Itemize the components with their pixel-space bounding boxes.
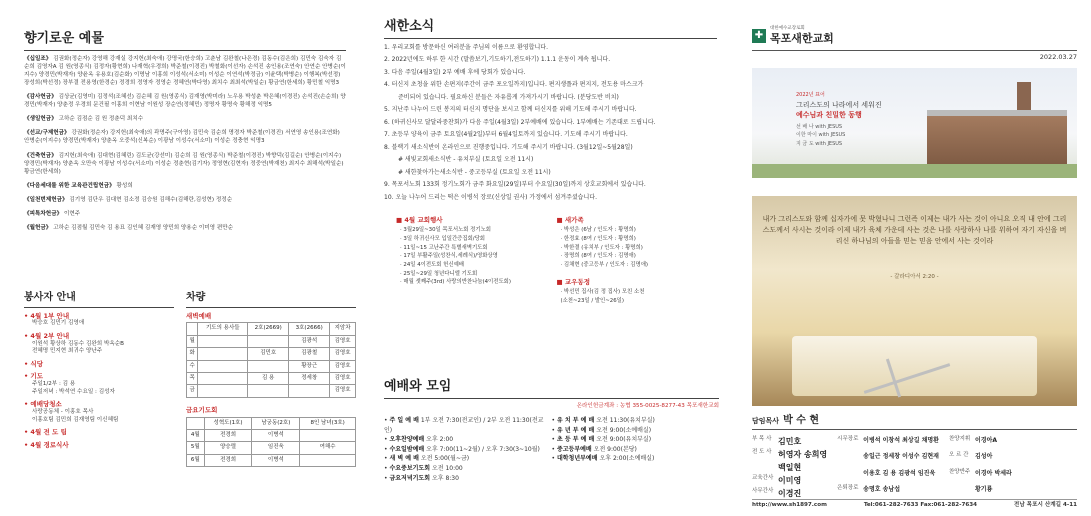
worship-time: 오전 9:00(본당) (593, 445, 637, 453)
offering-item (24, 196, 346, 204)
offering-names: 김기영 김단우 김대현 김소정 김승원 김해수(김해란,김성현) 정정순 (69, 196, 233, 203)
news-item: 준비되어 있습니다. 필요하신 분들은 자유롭게 가져가시기 바랍니다. (분당도반 비치) (398, 93, 619, 101)
table-cell: 이병석 (252, 454, 300, 466)
table-row (187, 360, 356, 372)
bible-verse-reference: - 갈라디아서 2:20 - (890, 273, 939, 280)
friday-prayer-label: 금요기도회 (186, 405, 218, 414)
news-item: # 새한찾아가는새소식반 - 중고등부실 (토요일 오전 11시) (398, 168, 551, 176)
table-cell: 정세창 (289, 372, 330, 384)
worship-time: 오전 5:00(월~금) (420, 455, 470, 463)
table-header-cell (187, 417, 205, 429)
volunteer-group (24, 428, 174, 437)
bible-verse: 내가 그리스도와 함께 십자가에 못 박혔나니 그런즉 이제는 내가 사는 것이 아니요 오직 내 안에 그리스도께서 사시는 것이라 이제 내가 육체 가운데 사는 것은 나를 사랑하사 나를 위하여 자기 자신을 버리신 하나님의 아들을 믿는 믿음 안에서 사는 것이라 (762, 214, 1067, 246)
worship-name: 중고등부예배 (556, 445, 592, 453)
table-header-cell: 지암차 (330, 323, 356, 335)
volunteer-line: 이원석 황상하 김동수 김완희 박옥순B (32, 340, 125, 347)
church-header (752, 26, 1077, 51)
worship-time: 1부 오전 7:30(전교인) / 2부 오전 11:30(전교인) (384, 417, 544, 434)
volunteer-group-title: • 4월 전 도 팀 (24, 428, 67, 437)
staff-names: 이미영 (778, 476, 802, 486)
staff-names: 이병석 이창석 최상길 채명환 (863, 437, 939, 445)
table-cell: 김 용 (248, 372, 289, 384)
offering-names: 김지헌(최숙애) 김대현(김혜린) 김도균(강선미) 김순희 김 원(영종식) 박준철(이경진) 박향덕(김길순) 안병순(이지수) 양경민(박재자) 양춘옥 오만숙 이광남 이성수(서소미) 이성순 정춘현(김기자) 정영현(김현자) 정중연(박재천) 최지수 최해석(박일순) 황금연(한세희) (24, 152, 344, 175)
staff-names: 황기룡 (974, 485, 993, 493)
staff-names: 송일근 정세창 이성수 김현재 (863, 453, 939, 461)
worship-item: • 금요저녁기도회 오후 8:30 (384, 474, 459, 482)
table-cell: 수 (187, 360, 198, 372)
worship-name: 유 년 부 예 배 (556, 426, 595, 434)
table-header-cell: 3호(2666) (289, 323, 330, 335)
contact-info: Tel:061-282-7633 Fax:061-282-7634 (863, 502, 978, 509)
staff-names: 이경아 박세라 (974, 469, 1012, 477)
news-item: 2. 2022년에도 하루 한 시간 (말씀보기,기도하기,전도하기) 1.1.1 운동이 계속 됩니다. (384, 56, 611, 64)
offering-head: 《감사헌금》 (24, 93, 57, 100)
staff-names: 이경아A (974, 437, 998, 445)
table-row (187, 348, 356, 360)
church-logo-icon: ✚ (752, 29, 766, 43)
staff-role (752, 462, 778, 474)
senior-pastor: 담임목사 박 수 현 (752, 414, 1077, 431)
table-cell: 4월 (187, 429, 205, 441)
offering-names: 황성희 (116, 182, 133, 189)
news-item: 4. 터신지 초청을 위한 손편지(주간이 금주 포오일까지)입니다. 편지생플과 편지지, 전도용 마스크가 (384, 81, 644, 89)
offering-names: 김권화(정순자) 강영해 강재실 강지헌(최숙애) 강명국(한승희) 고춘남 김완철(나은경) 김동수(김은희) 김민숙 김숙자 김순희 김영자A 김 원(영종식) 김정자(황현희) 나재혁(우경희) 박준철(이경진) 박철화(이선자) 손석진 송인용(조연숙) 안연순 안병순(이지수) 양경민(박재자) 양윤옥 유용호(김순화) 이명남 이홍희 이성석(서소미) 이성순 이연석(박정금) 이윤택(박병순) 이행복(박선정) 장성희(박선정) 장부결 전용영(한경순) 정경희 정영자 정영순 정혜연(박다영) 최치수 최최석(박일순) 황금연(한세희) 황민철 익명3 (24, 55, 346, 86)
table-header-cell: 2호(2669) (248, 323, 289, 335)
worship-item: • 초 등 부 예 배 오전 9:00(유치부실) (551, 436, 652, 444)
table-header-cell: 8인 남녀(3호) (300, 417, 356, 429)
staff-role: 교육간사 (752, 475, 774, 482)
offering-item (24, 93, 346, 109)
staff-role: 은퇴장로 (837, 484, 859, 491)
volunteer-group-title: • 식당 (24, 359, 43, 368)
table-row (187, 454, 356, 466)
volunteer-title: 봉사자 안내 (24, 291, 174, 308)
staff-list (752, 436, 1077, 500)
volunteer-group-title: • 4월 경로식사 (24, 440, 69, 449)
worship-item: • 주 일 예 배 1부 오전 7:30(전교인) / 2부 오전 11:30(전교인) (384, 417, 544, 434)
church-photo (752, 68, 1077, 178)
new-family-item: · 김채현 (중고등부 / 인도자 : 김명애) (560, 261, 649, 268)
worship-name: 유 치 부 예 배 (556, 417, 595, 425)
table-cell: 김광철 (289, 348, 330, 360)
table-cell: 임진욱 (252, 442, 300, 454)
member-news-item: · 박선민 집사(김 정 집사) 모친 소천 (560, 289, 645, 296)
worship-time: 오후 8:30 (431, 474, 459, 482)
table-cell (248, 335, 289, 347)
church-address: 전남 목포시 산계길 4-11 (1013, 502, 1077, 509)
worship-list-right (552, 416, 720, 483)
volunteer-section (24, 291, 174, 454)
worship-item: • 유 년 부 예 배 오전 9:00(소예배실) (551, 426, 652, 434)
theme-main: 그리스도의 나라에서 세워진 예수님과 친밀한 동행 (796, 100, 882, 120)
staff-role: 사무간사 (752, 488, 774, 495)
volunteer-line: 사랑공동체 - 이홍호 목사 (32, 409, 94, 416)
table-cell: 5월 (187, 442, 205, 454)
staff-names: 김성아 (974, 453, 993, 461)
worship-item: • 수요중보기도회 오전 10:00 (384, 465, 463, 473)
table-cell: 6월 (187, 454, 205, 466)
table-cell: 김영호 (330, 360, 356, 372)
volunteer-group (24, 372, 174, 396)
table-cell: 목 (187, 372, 198, 384)
news-item: 7. 초등부 양육이 금주 토요일(4월2일)부터 6월4일토까지 있습니다. 기도해 주시기 바랍니다. (384, 131, 628, 139)
offering-names: 김상균(김영미) 김정석(조혜선) 김순혜 김 원(영종식) 김재영(박미라) 노우용 박성춘 박은혜(이경진) 손석진(손순희) 양경민(박재자) 양춘정 우경희 문건필 이홍희 이현남 이원성 장순연(정혜민) 정명자 황명숙 황해정 익명5 (24, 93, 346, 109)
offering-head: 《선교/구제헌금》 (24, 130, 70, 137)
table-row (187, 429, 356, 441)
table-row (187, 442, 356, 454)
worship-time: 오전 11:30(유치부실) (596, 417, 655, 425)
table-row (187, 335, 356, 347)
worship-list-left (384, 416, 552, 483)
news-item: 6. (하귀신사모 달달라중찬회)가 다음 주일(4월3일) 2부예배에 있습니다. 1부예배는 기존대로 드립니다. (384, 118, 656, 126)
volunteer-group (24, 441, 174, 450)
theme-lines: 선 배 나 with JESUS 이한 마이 with JESUS 지 금 도 with JESUS (796, 123, 846, 147)
news-item: 8. 블랙기 새소식반이 온라인으로 진행중입니다. 기도해 주시기 바랍니다. (3월12일~5월28일) (384, 143, 633, 151)
staff-role: 전 도 사 (752, 449, 772, 456)
event-item: · 17일 부활주일(성찬식,세례식)/영화상영 (400, 253, 498, 260)
bulletin-date: 2022.03.27 (1039, 52, 1077, 61)
news-list (384, 43, 717, 202)
offering-item (24, 129, 346, 145)
volunteer-group-title: • 4월 2부 안내 (24, 331, 70, 340)
news-item: # 새빛교회새소식반 - 유치부실 (토요일 오전 11시) (398, 156, 534, 164)
table-cell: 월 (187, 335, 198, 347)
table-cell: 여해수 (300, 442, 356, 454)
table-cell: 김영호 (330, 335, 356, 347)
new-family-item: · 한정효 (8여 / 인도자 : 황명희) (560, 235, 636, 242)
new-family (557, 216, 718, 306)
volunteer-group (24, 332, 174, 356)
church-name: 목포새한교회 (770, 32, 834, 46)
vehicle-title: 차량 (186, 291, 356, 308)
table-cell: 전경희 (204, 429, 252, 441)
table-cell: 이병석 (252, 429, 300, 441)
dawn-service-label: 새벽예배 (186, 311, 212, 320)
staff-names: 허영자 송희영 (778, 450, 828, 460)
worship-title: 예배와 모임 (384, 378, 719, 399)
news-item: 1. 우리교회를 방문하신 여러분을 주님의 이름으로 환영합니다. (384, 43, 548, 51)
volunteer-line: 주일1/2부 : 김 용 (32, 381, 76, 388)
worship-name: 주 일 예 배 (389, 417, 419, 425)
new-family-item: · 장명희 (8여 / 인도자 : 김명애) (560, 253, 636, 260)
volunteer-group-title: • 4월 1부 안내 (24, 311, 70, 320)
worship-time: 오전 9:00(유치부실) (596, 436, 652, 444)
volunteer-group (24, 400, 174, 424)
table-cell: 양승렬 (204, 442, 252, 454)
event-item: · 매월 셋째주(3rd) 사랑의반찬나눔(4이전도회) (400, 279, 511, 286)
new-family-item: · 박한결 (유치부 / 인도자 : 황명희) (560, 244, 643, 251)
table-cell: 화 (187, 348, 198, 360)
table-cell (198, 335, 248, 347)
event-item: · 3일 하귀신사모 입일간증집회/당회 (400, 235, 486, 242)
church-denomination: 대한예수교장로회 (770, 26, 805, 31)
worship-time: 오전 9:00(소예배실) (596, 426, 652, 434)
bible-book-shape (792, 336, 1037, 396)
new-family-item: · 박성은 (6남 / 인도자 : 황명희) (560, 227, 636, 234)
table-cell (198, 360, 248, 372)
website-link[interactable]: http://www.sh1897.com (752, 502, 827, 509)
staff-role: 시무장로 (837, 436, 859, 443)
worship-section (384, 378, 719, 483)
news-item: 3. 다음 주일(4월3일) 2부 예배 후에 당회가 있습니다. (384, 68, 526, 76)
table-header-cell (187, 323, 198, 335)
bible-verse-image (752, 196, 1077, 406)
worship-item: • 새 벽 예 배 오전 5:00(월~금) (384, 455, 470, 463)
event-item: · 24일 4이전도회 헌신예배 (400, 261, 465, 268)
member-news-title: ■ 교우동정 (556, 277, 591, 286)
church-column (738, 0, 1091, 516)
worship-time: 오후 2:00(소예배실) (599, 455, 655, 463)
table-cell: 김민호 (248, 348, 289, 360)
worship-name: 대학청년부예배 (556, 455, 598, 463)
volunteer-line: 주일저녁 : 박석연 수요일 : 김성자 (32, 388, 115, 395)
worship-time: 오전 10:00 (431, 465, 463, 473)
offering-head: 《건축헌금》 (24, 152, 57, 159)
volunteer-group (24, 312, 174, 328)
new-family-title: ■ 새가족 (556, 215, 584, 224)
worship-name: 수요일밤예배 (389, 445, 425, 453)
volunteer-group (24, 360, 174, 369)
table-cell (289, 385, 330, 397)
news-item: 5. 지난주 나누어 드린 봉지의 터신지 명단을 보시고 함께 터신지를 위해 기도해 주시기 바랍니다. (384, 106, 637, 114)
news-title: 새한소식 (384, 18, 717, 39)
volunteer-list (24, 312, 174, 450)
worship-name: 오후찬양예배 (389, 436, 425, 444)
staff-role (837, 452, 863, 467)
friday-vehicle-table (186, 417, 356, 468)
event-item: · 11일~15 고난주간 특별새벽기도회 (400, 244, 488, 251)
table-header-cell: 기도의 용사들 (198, 323, 248, 335)
offering-item (24, 182, 346, 190)
table-cell: 황장근 (289, 360, 330, 372)
table-header-cell: 성혁도(1호) (204, 417, 252, 429)
table-header-cell: 남궁동(2호) (252, 417, 300, 429)
dawn-vehicle-table (186, 322, 356, 398)
event-item: · 3월29일~30일 목포서노회 정기노회 (400, 227, 492, 234)
volunteer-line: 이홍호팀 김민희 김재영팀 이신혜팀 (32, 416, 119, 423)
volunteer-group-title: • 기도 (24, 372, 43, 381)
news-item: 10. 오늘 나누어 드리는 떡은 이병석 장로(신상일 권사) 가정에서 섬겨주셨습니다. (384, 193, 597, 201)
offering-head: 《십일조》 (24, 55, 52, 62)
table-cell (300, 454, 356, 466)
table-cell (248, 385, 289, 397)
staff-names: 이경진 (778, 489, 802, 499)
offering-item (24, 210, 346, 218)
worship-name: 새 벽 예 배 (389, 455, 419, 463)
member-news-item: (소천~23일 / 발인~26일) (560, 297, 624, 304)
offering-head: 《다음세대를 위한 교육관건립헌금》 (24, 182, 115, 189)
theme-year: 2022년 표어 (796, 91, 825, 98)
worship-item: • 유 치 부 예 배 오전 11:30(유치부실) (551, 417, 655, 425)
event-item: · 25일~29일 청년다니엘 기도회 (400, 270, 478, 277)
event-schedule-title: ■ 4월 교회행사 (396, 215, 443, 224)
offering-head: 《생일헌금》 (24, 116, 57, 123)
worship-item: • 중고등부예배 오전 9:00(본당) (551, 445, 637, 453)
table-cell (198, 372, 248, 384)
worship-item: • 대학청년부예배 오후 2:00(소예배실) (551, 455, 655, 463)
offering-names: 고하순 김점순 김 원 정춘덕 최치수 (58, 116, 144, 123)
offering-head: 《월헌금》 (24, 225, 52, 232)
worship-time: 오후 2:00 (426, 436, 454, 444)
volunteer-line: 전혜명 민지현 최귀수 양난주 (32, 348, 103, 355)
table-row (187, 385, 356, 397)
staff-names: 송명호 송남섭 (863, 485, 901, 493)
table-cell: 김영호 (330, 372, 356, 384)
news-item: 9. 목포서노회 133회 정기노회가 금주 화요일(29일)부터 수요일(30일)까지 상호교회에서 있습니다. (384, 181, 646, 189)
table-cell: 김광석 (289, 335, 330, 347)
vehicle-section (186, 291, 356, 467)
table-cell: 김영호 (330, 348, 356, 360)
news-column (370, 0, 725, 516)
offering-list (24, 55, 346, 233)
volunteer-line: 박승호 김민기 김영애 (32, 320, 85, 327)
table-row (187, 372, 356, 384)
staff-names: 이용호 김 용 김광석 임진욱 (863, 469, 936, 477)
church-building-shape (927, 110, 1067, 170)
staff-names: 백일현 (778, 463, 802, 473)
table-cell (300, 429, 356, 441)
table-cell: 금 (187, 385, 198, 397)
worship-item: • 오후찬양예배 오후 2:00 (384, 436, 454, 444)
staff-role: 찬양지휘 (948, 436, 971, 443)
online-account: 온라인헌금계좌 : 농협 355-0025-8277-43 목포새한교회 (576, 402, 719, 409)
worship-name: 금요저녁기도회 (389, 474, 431, 482)
worship-name: 초 등 부 예 배 (556, 436, 595, 444)
staff-role: 오 르 간 (948, 452, 969, 459)
table-cell: 김영호 (330, 385, 356, 397)
table-cell: 전경희 (204, 454, 252, 466)
table-cell (198, 348, 248, 360)
church-footer (752, 499, 1077, 510)
offering-title: 향기로운 예물 (24, 30, 346, 51)
offering-head: 《일천번제헌금》 (24, 196, 68, 203)
offering-names: 강권화(정순자) 강지헌(최숙애)의 곽명주(구아영) 김민숙 김순희 명경자 박준철(이경진) 서연영 송인용(조연화) 안병순(이지수) 양경민(박재자) 양춘옥 오중석(신복순) 이광남 이성수(서소미) 이성순 정충현 익명3 (24, 130, 340, 145)
worship-time: 오후 7:00(11~2월) / 오후 7:30(3~10월) (426, 445, 540, 453)
worship-name: 수요중보기도회 (389, 465, 431, 473)
staff-role (949, 485, 975, 500)
offering-head: 《피톡차헌금》 (24, 211, 63, 218)
offering-item (24, 224, 346, 232)
offering-item (24, 115, 346, 123)
table-cell (248, 360, 289, 372)
staff-role: 찬양반주 (948, 468, 971, 475)
staff-role (837, 469, 863, 484)
offering-names: 이현주 (64, 211, 81, 218)
offering-names: 고하순 김점월 김민숙 김 용묘 김인혜 김재영 양민희 양용순 이미영 편만순 (53, 225, 234, 232)
offering-item (24, 55, 346, 87)
staff-names: 김민호 (778, 437, 802, 447)
staff-role: 부 목 사 (752, 436, 772, 443)
offering-item (24, 152, 346, 176)
worship-item: • 수요일밤예배 오후 7:00(11~2월) / 오후 7:30(3~10월) (384, 445, 540, 453)
table-cell (198, 385, 248, 397)
event-schedule (396, 216, 557, 306)
volunteer-group-title: • 예배당청소 (24, 400, 62, 409)
